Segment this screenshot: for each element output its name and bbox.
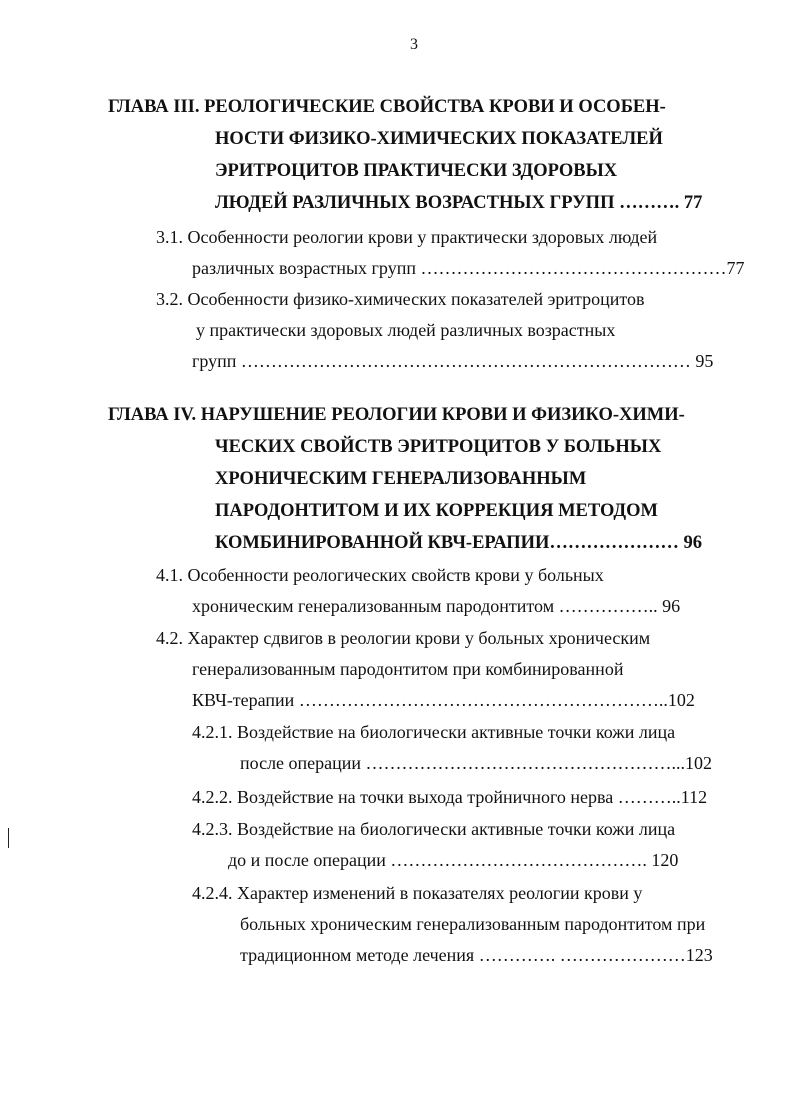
section-4-2-3-line-2: до и после операции ……………………………………. 120 (228, 850, 679, 870)
section-4-2-1-line-1: 4.2.1. Воздействие на биологически активные точки кожи лица (192, 722, 676, 742)
section-4-2-2-line-1: 4.2.2. Воздействие на точки выхода тройничного нерва ………..112 (192, 787, 708, 807)
chapter-3-title-line-4: ЛЮДЕЙ РАЗЛИЧНЫХ ВОЗРАСТНЫХ ГРУПП ………. 77 (215, 193, 703, 213)
section-4-2-4-line-1: 4.2.4. Характер изменений в показателях реологии крови у (192, 883, 643, 903)
chapter-4-title-line-2: ЧЕСКИХ СВОЙСТВ ЭРИТРОЦИТОВ У БОЛЬНЫХ (215, 437, 662, 457)
chapter-3-title-line-1: ГЛАВА III. РЕОЛОГИЧЕСКИЕ СВОЙСТВА КРОВИ И ОСОБЕН- (108, 97, 666, 117)
section-3-1-line-2: различных возрастных групп ……………………………………………77 (192, 258, 745, 278)
section-4-1-line-1: 4.1. Особенности реологических свойств крови у больных (156, 565, 604, 585)
chapter-4-title-line-3: ХРОНИЧЕСКИМ ГЕНЕРАЛИЗОВАННЫМ (215, 469, 587, 489)
section-3-2-line-2: у практически здоровых людей различных возрастных (196, 320, 616, 340)
section-4-2-1-line-2: после операции ……………………………………………...102 (240, 753, 713, 773)
section-3-2-line-3: групп ………………………………………………………………… 95 (192, 351, 714, 371)
section-4-2-line-1: 4.2. Характер сдвигов в реологии крови у больных хроническим (156, 628, 651, 648)
chapter-4-title-line-5: КОМБИНИРОВАННОЙ КВЧ-ЕРАПИИ………………… 96 (215, 533, 703, 553)
section-4-2-3-line-1: 4.2.3. Воздействие на биологически активные точки кожи лица (192, 819, 676, 839)
page-number: 3 (410, 36, 418, 53)
section-3-2-line-1: 3.2. Особенности физико-химических показателей эритроцитов (156, 289, 645, 309)
section-4-2-line-2: генерализованным пародонтитом при комбинированной (192, 659, 624, 679)
section-4-1-line-2: хроническим генерализованным пародонтитом …………….. 96 (192, 596, 681, 616)
chapter-4-title-line-4: ПАРОДОНТИТОМ И ИХ КОРРЕКЦИЯ МЕТОДОМ (215, 501, 659, 521)
section-3-1-line-1: 3.1. Особенности реологии крови у практически здоровых людей (156, 227, 658, 247)
section-4-2-line-3: КВЧ-терапии ……………………………………………………..102 (192, 690, 695, 710)
section-4-2-4-line-3: традиционном методе лечения …………. …………………123 (240, 945, 713, 965)
section-4-2-4-line-2: больных хроническим генерализованным пародонтитом при (240, 914, 706, 934)
chapter-3-title-line-2: НОСТИ ФИЗИКО-ХИМИЧЕСКИХ ПОКАЗАТЕЛЕЙ (215, 129, 663, 149)
chapter-4-title-line-1: ГЛАВА IV. НАРУШЕНИЕ РЕОЛОГИИ КРОВИ И ФИЗИКО-ХИМИ- (108, 405, 685, 425)
margin-scan-mark (8, 828, 9, 848)
chapter-3-title-line-3: ЭРИТРОЦИТОВ ПРАКТИЧЕСКИ ЗДОРОВЫХ (215, 161, 618, 181)
